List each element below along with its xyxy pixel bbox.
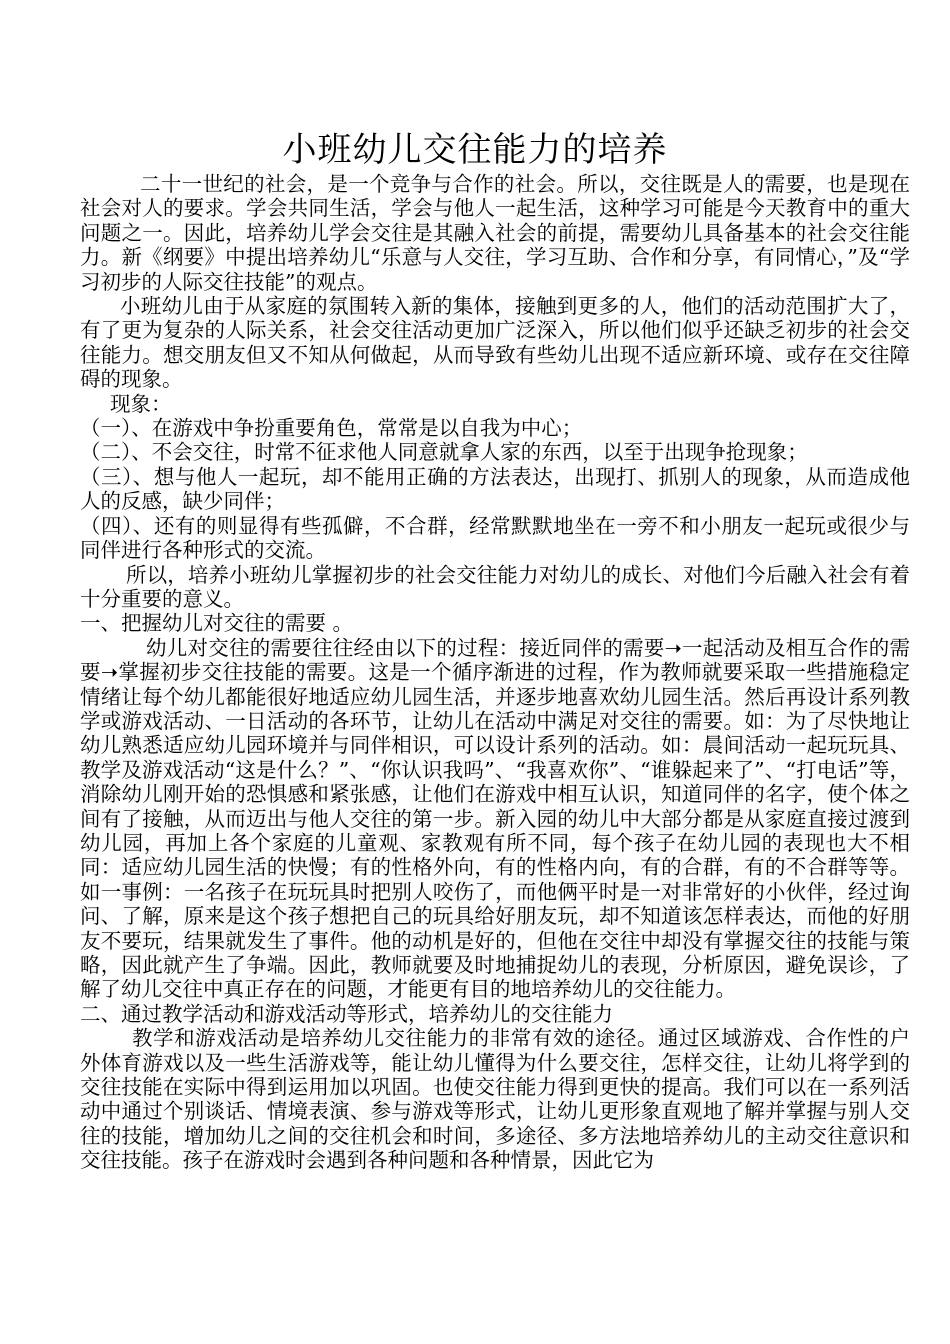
paragraph-significance: 所以，培养小班幼儿掌握初步的社会交往能力对幼儿的成长、对他们今后融入社会有着十分重要的意义。 [80,562,910,611]
phenomenon-item: （二）、不会交往，时常不征求他人同意就拿人家的东西，以至于出现争抢现象； [80,440,808,465]
paragraph-background: 小班幼儿由于从家庭的氛围转入新的集体，接触到更多的人，他们的活动范围扩大了，有了更为复杂的人际关系，社会交往活动更加广泛深入，所以他们似乎还缺乏初步的社会交往能力。想交朋友但又不知从何做起，从而导致有些幼儿出现不适应新环境、或存在交往障碍的现象。 [80,294,910,392]
section-heading-1: 一、把握幼儿对交往的需要 。 [80,611,354,636]
document-body [80,172,910,1173]
paragraph-section-2: 教学和游戏活动是培养幼儿交往能力的非常有效的途径。通过区域游戏、合作性的户外体育游戏以及一些生活游戏等，能让幼儿懂得为什么要交往，怎样交往，让幼儿将学到的交往技能在实际中得到运用加以巩固。也使交往能力得到更快的提高。我们可以在一系列活动中通过个别谈话、情境表演、参与游戏等形式，让幼儿更形象直观地了解并掌握与别人交往的技能，增加幼儿之间的交往机会和时间，多途径、多方法地培养幼儿的主动交往意识和交往技能。孩子在游戏时会遇到各种问题和各种情景，因此它为 [80,1026,910,1173]
document-title: 小班幼儿交往能力的培养 [282,130,668,170]
phenomenon-item: （三）、想与他人一起玩，却不能用正确的方法表达，出现打、抓别人的现象，从而造成他人的反感，缺少同伴； [80,464,910,514]
section-heading-2: 二、通过教学活动和游戏活动等形式，培养幼儿的交往能力 [80,1001,613,1026]
phenomenon-item: （四）、还有的则显得有些孤僻，不合群，经常默默地坐在一旁不和小朋友一起玩或很少与同伴进行各种形式的交流。 [80,513,910,563]
phenomena-heading: 现象： [110,391,172,416]
paragraph-intro: 二十一世纪的社会，是一个竞争与合作的社会。所以，交往既是人的需要，也是现在社会对人的要求。学会共同生活，学会与他人一起生活，这种学习可能是今天教育中的重大问题之一。因此，培养幼儿学会交往是其融入社会的前提，需要幼儿具备基本的社会交往能力。新《纲要》中提出培养幼儿“乐意与人交往，学习互助、合作和分享，有同情心，”及“学习初步的人际交往技能”的观点。 [80,172,910,294]
paragraph-section-1: 幼儿对交往的需要往往经由以下的过程：接近同伴的需要➝一起活动及相互合作的需要➝掌握初步交往技能的需要。这是一个循序渐进的过程，作为教师就要采取一些措施稳定情绪让每个幼儿都能很好地适应幼儿园生活，并逐步地喜欢幼儿园生活。然后再设计系列教学或游戏活动、一日活动的各环节，让幼儿在活动中满足对交往的需要。如：为了尽快地让幼儿熟悉适应幼儿园环境并与同伴相识，可以设计系列的活动。如：晨间活动一起玩玩具、教学及游戏活动“这是什么？”、“你认识我吗”、“我喜欢你”、“谁躲起来了”、“打电话”等，消除幼儿刚开始的恐惧感和紧张感，让他们在游戏中相互认识，知道同伴的名字，使个体之间有了接触，从而迈出与他人交往的第一步。新入园的幼儿中大部分都是从家庭直接过渡到幼儿园，再加上各个家庭的儿童观、家教观有所不同，每个孩子在幼儿园的表现也大不相同：适应幼儿园生活的快慢；有的性格外向，有的性格内向，有的合群，有的不合群等等。如一事例：一名孩子在玩玩具时把别人咬伤了，而他俩平时是一对非常好的小伙伴，经过询问、了解，原来是这个孩子想把自己的玩具给好朋友玩，却不知道该怎样表达，而他的好朋友不要玩，结果就发生了事件。他的动机是好的，但他在交往中却没有掌握交往的技能与策略，因此就产生了争端。因此，教师就要及时地捕捉幼儿的表现，分析原因，避免误诊，了解了幼儿交往中真正存在的问题，才能更有目的地培养幼儿的交往能力。 [80,635,910,1002]
phenomenon-item: （一）、在游戏中争扮重要角色，常常是以自我为中心； [80,416,583,441]
